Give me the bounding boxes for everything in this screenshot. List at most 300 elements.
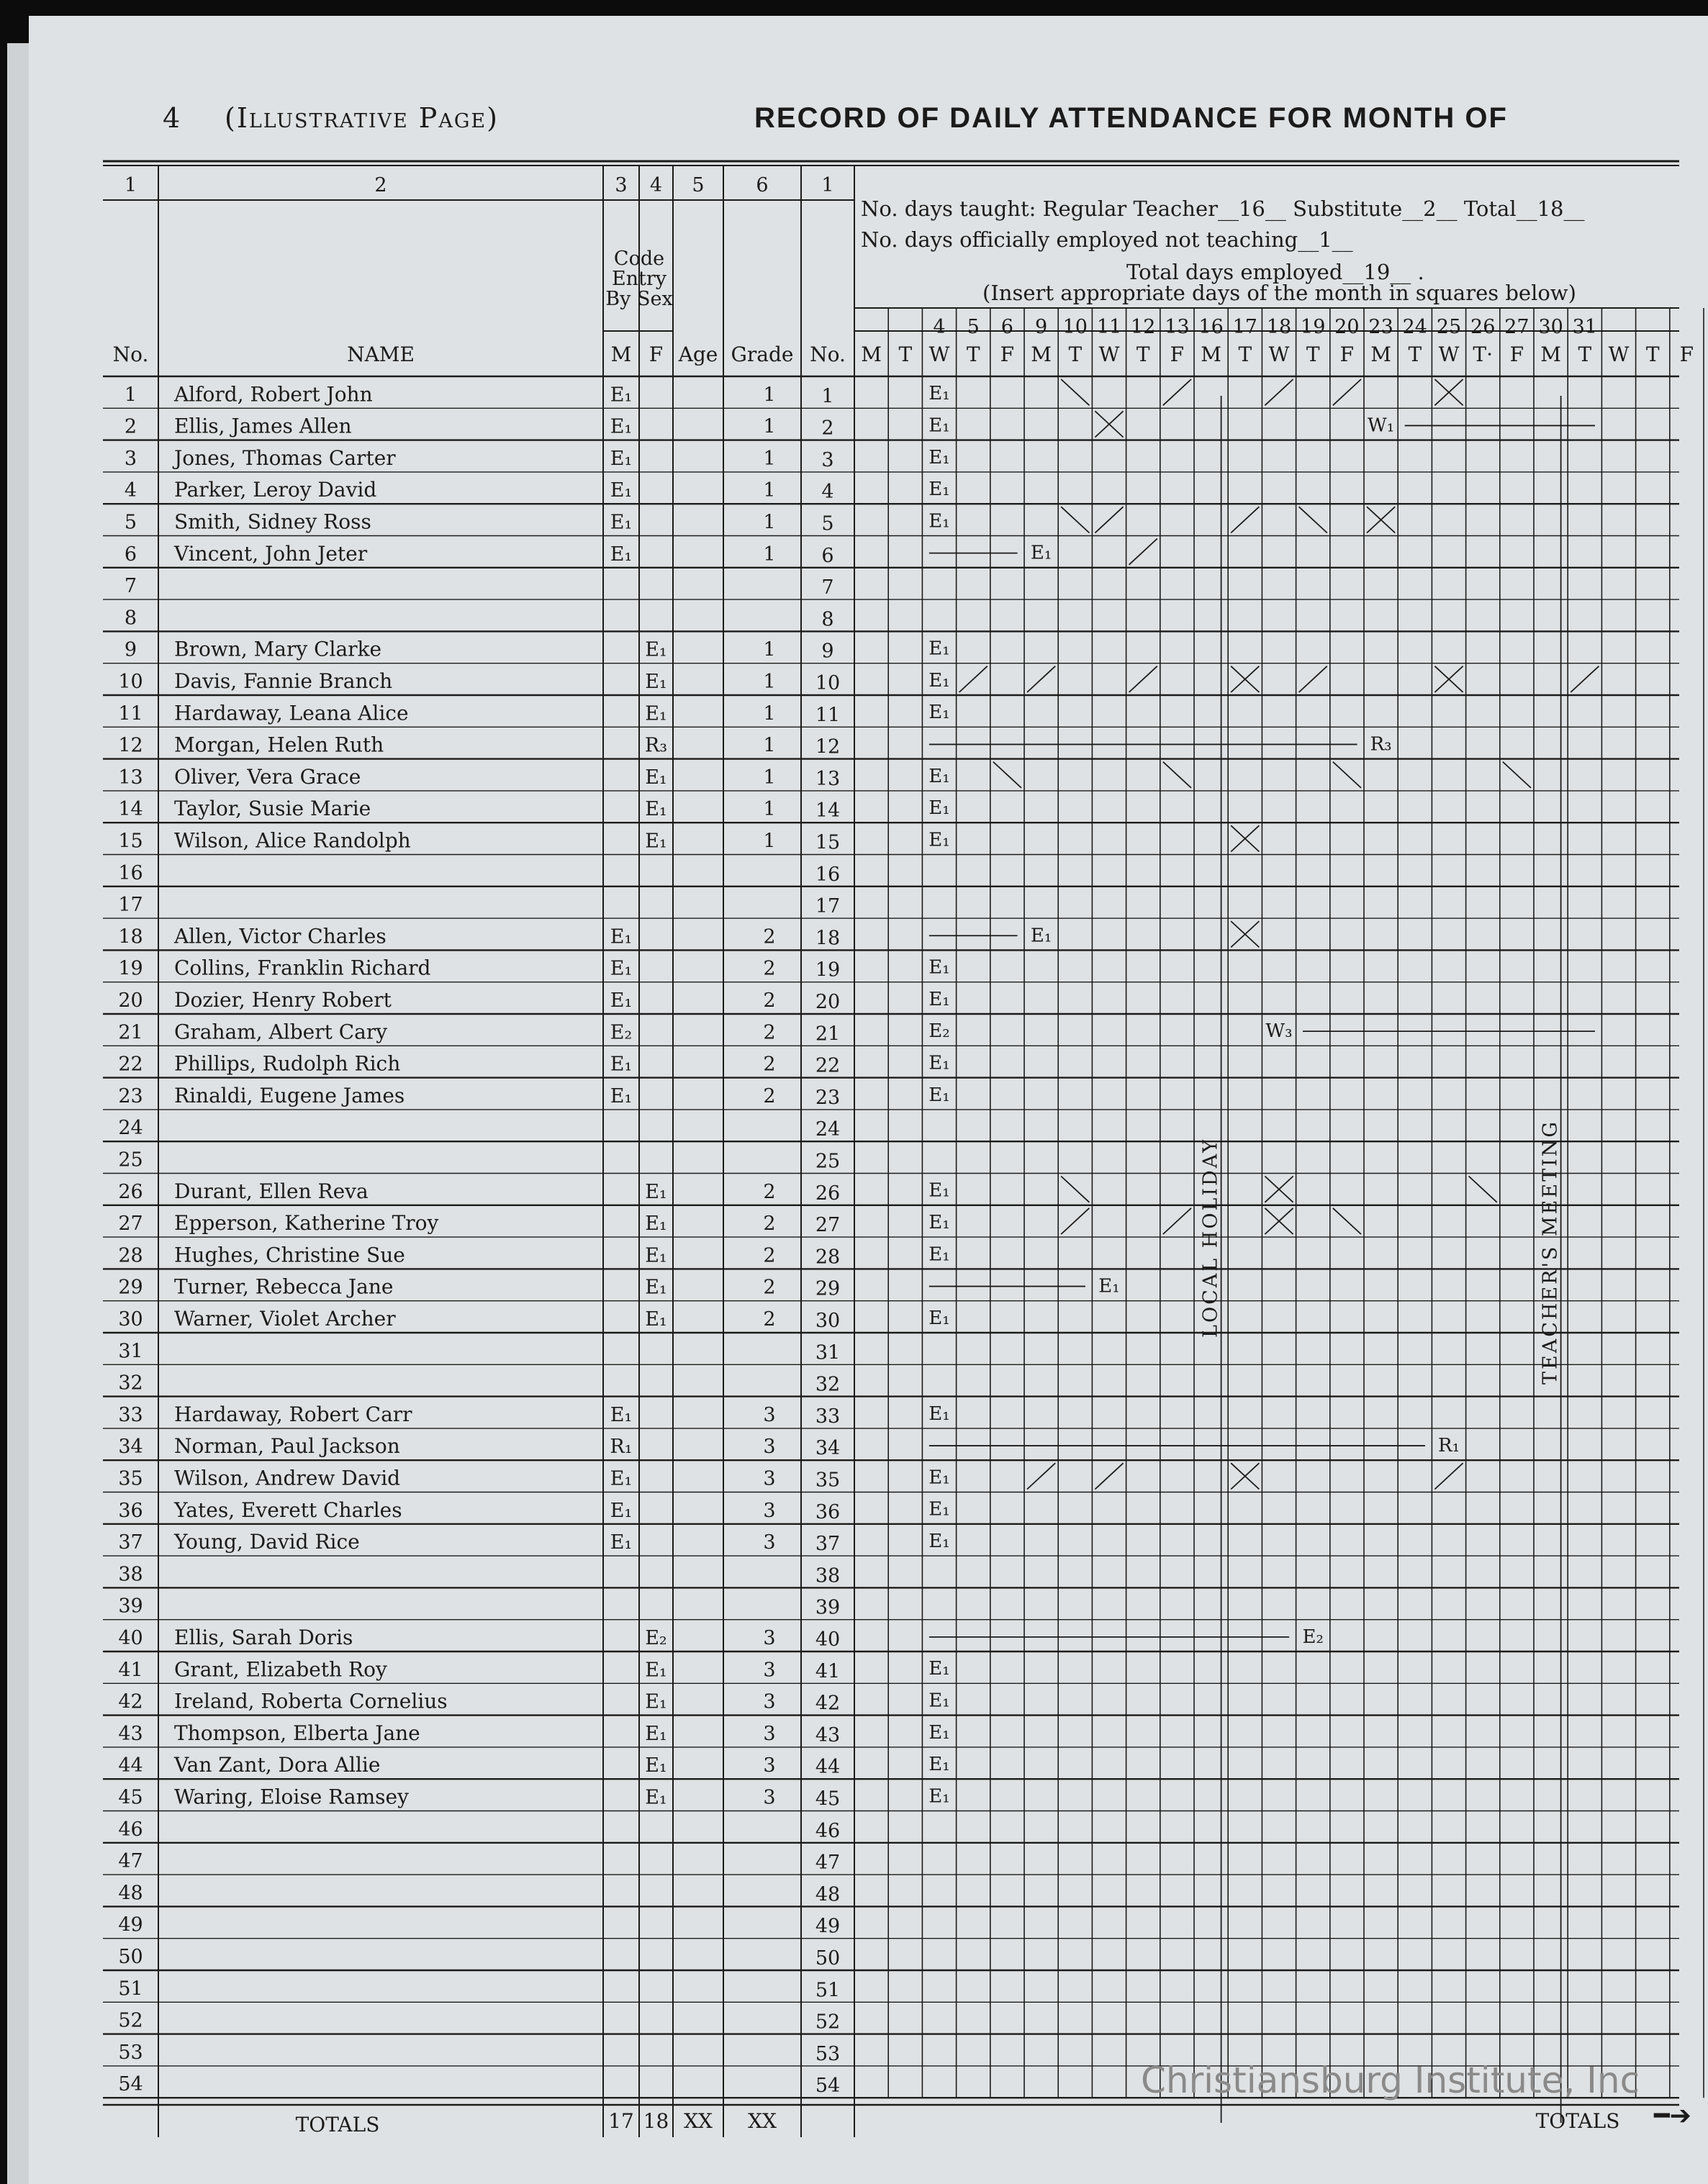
date-label: 31 xyxy=(1572,316,1597,338)
grid-entry: E₁ xyxy=(928,765,950,787)
code-female: E₁ xyxy=(645,766,667,789)
code-female: E₁ xyxy=(645,702,667,725)
grid-entry: E₁ xyxy=(928,829,950,851)
weekday-label: T xyxy=(1578,343,1592,366)
row-number-right: 42 xyxy=(815,1692,841,1715)
row-number-right: 4 xyxy=(821,481,834,504)
student-name: Morgan, Helen Ruth xyxy=(174,733,384,757)
row-number: 32 xyxy=(118,1372,143,1395)
column-label: No. xyxy=(112,343,149,366)
tardy-mark xyxy=(1129,539,1157,565)
grade: 1 xyxy=(763,511,776,534)
row-number: 50 xyxy=(118,1946,143,1968)
student-name: Van Zant, Dora Allie xyxy=(174,1753,381,1777)
grade: 2 xyxy=(763,925,776,948)
row-number-right: 48 xyxy=(815,1883,841,1906)
weekday-label: M xyxy=(1540,343,1561,366)
grade: 1 xyxy=(763,638,776,661)
row-number-right: 52 xyxy=(815,2011,841,2034)
row-number: 27 xyxy=(118,1213,143,1236)
absent-mark xyxy=(1503,762,1531,788)
row-number: 1 xyxy=(124,384,137,407)
row-number: 43 xyxy=(118,1722,143,1745)
row-number: 24 xyxy=(118,1117,143,1140)
row-number: 33 xyxy=(118,1403,143,1426)
student-name: Epperson, Katherine Troy xyxy=(174,1211,439,1236)
grade: 1 xyxy=(763,671,776,693)
grid-entry: E₁ xyxy=(1030,925,1052,947)
grade: 3 xyxy=(763,1531,776,1554)
student-name: Grant, Elizabeth Roy xyxy=(174,1657,387,1682)
date-label: 11 xyxy=(1096,316,1122,338)
row-number: 16 xyxy=(118,861,143,884)
column-number: 5 xyxy=(692,174,705,196)
weekday-label: T xyxy=(1645,343,1660,366)
code-male: E₁ xyxy=(610,957,633,980)
weekday-label: M xyxy=(1370,343,1391,366)
continue-arrow-icon: ━➔ xyxy=(1654,2101,1691,2131)
illustrative-page-label: (Illustrative Page) xyxy=(225,102,499,134)
student-name: Parker, Leroy David xyxy=(174,478,377,502)
row-number-right: 37 xyxy=(815,1533,841,1556)
row-number-right: 31 xyxy=(815,1341,841,1364)
student-name: Norman, Paul Jackson xyxy=(174,1434,400,1459)
row-number-right: 49 xyxy=(815,1915,841,1938)
grid-entry: E₁ xyxy=(928,1243,950,1266)
student-name: Waring, Eloise Ramsey xyxy=(174,1785,409,1809)
student-name: Smith, Sidney Ross xyxy=(174,509,371,534)
row-number-right: 30 xyxy=(815,1310,841,1332)
grid-entry: E₁ xyxy=(928,383,950,405)
grid-entry: E₁ xyxy=(928,638,950,660)
grid-entry: E₁ xyxy=(928,1052,950,1074)
tardy-mark xyxy=(1027,1463,1055,1489)
row-number: 3 xyxy=(124,447,137,470)
grade: 3 xyxy=(763,1627,776,1649)
tardy-mark xyxy=(1027,666,1055,692)
row-number: 35 xyxy=(118,1467,143,1490)
date-label: 13 xyxy=(1165,316,1190,338)
row-number: 30 xyxy=(118,1308,143,1331)
row-number-right: 23 xyxy=(815,1086,841,1109)
column-number: 4 xyxy=(649,174,663,196)
row-number-right: 24 xyxy=(815,1118,841,1141)
row-number: 40 xyxy=(118,1627,143,1649)
tardy-mark xyxy=(1163,379,1191,405)
student-name: Brown, Mary Clarke xyxy=(174,637,382,661)
row-number: 49 xyxy=(118,1913,143,1936)
row-number: 6 xyxy=(124,543,137,566)
row-number: 11 xyxy=(118,702,143,725)
row-number: 37 xyxy=(118,1531,143,1554)
student-name: Graham, Albert Cary xyxy=(174,1020,388,1044)
weekday-label: T xyxy=(1306,343,1320,366)
row-number-right: 40 xyxy=(815,1628,841,1651)
grade: 2 xyxy=(763,1021,776,1044)
grid-entry: E₁ xyxy=(928,510,950,533)
student-name: Hardaway, Leana Alice xyxy=(174,701,409,725)
tardy-mark xyxy=(1061,1208,1089,1234)
row-number-right: 32 xyxy=(815,1373,841,1396)
code-male: E₁ xyxy=(610,1499,633,1522)
student-name: Taylor, Susie Marie xyxy=(174,797,371,821)
row-number-right: 21 xyxy=(815,1023,841,1046)
watermark: Christiansburg Institute, Inc xyxy=(1141,2060,1640,2101)
code-female: E₁ xyxy=(645,1276,667,1299)
row-number-right: 3 xyxy=(821,448,834,471)
tardy-mark xyxy=(1163,1208,1191,1234)
grade: 2 xyxy=(763,1053,776,1076)
column-number: 2 xyxy=(374,174,387,196)
code-female: E₁ xyxy=(645,1180,667,1203)
column-label: F xyxy=(649,343,664,366)
grid-entry: E₁ xyxy=(928,479,950,501)
student-name: Durant, Ellen Reva xyxy=(174,1179,369,1203)
local-holiday-note: LOCAL HOLIDAY xyxy=(1199,1138,1222,1338)
grid-entry: E₁ xyxy=(1098,1275,1120,1297)
student-name: Alford, Robert John xyxy=(174,382,373,407)
grade: 2 xyxy=(763,1213,776,1236)
student-name: Ireland, Roberta Cornelius xyxy=(174,1689,448,1713)
student-name: Dozier, Henry Robert xyxy=(174,988,392,1012)
grade: 1 xyxy=(763,766,776,789)
grid-entry: E₁ xyxy=(928,669,950,692)
tardy-mark xyxy=(1333,379,1361,405)
row-number-right: 46 xyxy=(815,1819,841,1842)
date-label: 25 xyxy=(1436,316,1462,338)
weekday-label: T· xyxy=(1473,343,1493,366)
total-age: XX xyxy=(684,2109,713,2133)
grade: 3 xyxy=(763,1690,776,1713)
row-number-right: 39 xyxy=(815,1596,841,1619)
weekday-label: F xyxy=(1000,343,1015,366)
student-name: Vincent, John Jeter xyxy=(174,541,368,566)
grid-entry: E₁ xyxy=(928,446,950,468)
row-number: 48 xyxy=(118,1882,143,1905)
row-number: 42 xyxy=(118,1690,143,1713)
column-number: 1 xyxy=(821,174,834,196)
column-number: 3 xyxy=(615,174,628,196)
row-number: 20 xyxy=(118,989,143,1012)
tardy-mark xyxy=(1095,1463,1123,1489)
row-number-right: 33 xyxy=(815,1405,841,1428)
column-number: 6 xyxy=(756,174,769,196)
row-number-right: 25 xyxy=(815,1150,841,1173)
row-number: 25 xyxy=(118,1148,143,1172)
grid-entry: E₁ xyxy=(1030,542,1052,564)
date-label: 23 xyxy=(1368,316,1393,338)
grid-entry: E₁ xyxy=(928,1307,950,1329)
date-label: 18 xyxy=(1266,316,1292,338)
weekday-label: W xyxy=(1098,343,1120,366)
absent-mark xyxy=(1469,1177,1497,1202)
row-number: 9 xyxy=(124,638,137,661)
row-number: 12 xyxy=(118,734,143,757)
code-female: E₁ xyxy=(645,1213,667,1236)
date-label: 16 xyxy=(1198,316,1224,338)
code-female: E₁ xyxy=(645,1722,667,1745)
weekday-label: T xyxy=(898,343,913,366)
weekday-label: T xyxy=(1238,343,1252,366)
row-number: 28 xyxy=(118,1244,143,1267)
code-male: E₂ xyxy=(610,1021,633,1044)
row-number-right: 51 xyxy=(815,1979,841,2002)
date-label: 4 xyxy=(933,316,946,338)
row-number-right: 18 xyxy=(815,927,841,950)
row-number: 22 xyxy=(118,1053,143,1076)
grid-entry: E₁ xyxy=(928,702,950,724)
code-male: E₁ xyxy=(610,1084,633,1107)
row-number-right: 36 xyxy=(815,1500,841,1523)
grid-entry: R₃ xyxy=(1370,733,1392,756)
grade: 1 xyxy=(763,543,776,566)
row-number-right: 26 xyxy=(815,1182,841,1205)
grade: 2 xyxy=(763,1308,776,1331)
grade: 2 xyxy=(763,1180,776,1203)
grade: 2 xyxy=(763,989,776,1012)
row-number-right: 17 xyxy=(815,895,841,918)
row-number-right: 2 xyxy=(821,417,834,440)
grid-entry: E₁ xyxy=(928,1754,950,1776)
row-number: 14 xyxy=(118,798,143,821)
student-name: Young, David Rice xyxy=(174,1530,360,1554)
column-label: Age xyxy=(678,343,718,366)
code-male: E₁ xyxy=(610,511,633,534)
code-male: E₁ xyxy=(610,543,633,566)
grid-entry: E₁ xyxy=(928,1179,950,1202)
row-number: 51 xyxy=(118,1977,143,2001)
tardy-mark xyxy=(1299,666,1327,692)
student-name: Collins, Franklin Richard xyxy=(174,956,431,980)
code-female: E₁ xyxy=(645,638,667,661)
grid-entry: E₂ xyxy=(1302,1626,1324,1648)
date-label: 9 xyxy=(1035,316,1048,338)
grade: 1 xyxy=(763,479,776,502)
absent-mark xyxy=(1061,507,1089,533)
tardy-mark xyxy=(1129,666,1157,692)
weekday-label: M xyxy=(1201,343,1221,366)
code-male: E₁ xyxy=(610,384,633,407)
code-female: E₁ xyxy=(645,1308,667,1331)
date-label: 19 xyxy=(1301,316,1326,338)
weekday-label: M xyxy=(861,343,882,366)
weekday-label: F xyxy=(1339,343,1355,366)
code-female: E₁ xyxy=(645,1659,667,1682)
row-number-right: 20 xyxy=(815,991,841,1013)
row-number: 18 xyxy=(118,925,143,948)
grade: 3 xyxy=(763,1467,776,1490)
code-female: E₁ xyxy=(645,798,667,821)
row-number: 36 xyxy=(118,1499,143,1522)
weekday-label: F xyxy=(1679,343,1694,366)
row-number-right: 1 xyxy=(821,385,834,408)
row-number-right: 53 xyxy=(815,2042,841,2065)
grade: 3 xyxy=(763,1786,776,1809)
employed-not-teaching: No. days officially employed not teaching__1__ xyxy=(861,227,1353,252)
code-male: E₁ xyxy=(610,479,633,502)
row-number: 2 xyxy=(124,415,137,438)
page-number: 4 xyxy=(163,102,181,134)
insert-days-note: (Insert appropriate days of the month in squares below) xyxy=(982,281,1576,305)
student-name: Warner, Violet Archer xyxy=(174,1307,396,1331)
totals-label-right: TOTALS xyxy=(1535,2109,1620,2133)
absent-mark xyxy=(1299,507,1327,533)
grid-entry: E₁ xyxy=(928,988,950,1010)
grid-entry: E₁ xyxy=(928,1403,950,1425)
row-number: 5 xyxy=(124,511,137,534)
weekday-label: M xyxy=(1031,343,1052,366)
grid-entry: E₁ xyxy=(928,1211,950,1233)
row-number-right: 41 xyxy=(815,1660,841,1683)
weekday-label: F xyxy=(1170,343,1185,366)
row-number-right: 50 xyxy=(815,1947,841,1970)
grid-entry: E₁ xyxy=(928,414,950,437)
code-female: E₁ xyxy=(645,1244,667,1267)
days-taught-summary: No. days taught: Regular Teacher__16__ Substitute__2__ Total__18__ xyxy=(861,196,1585,221)
row-number-right: 43 xyxy=(815,1723,841,1746)
row-number: 53 xyxy=(118,2041,143,2064)
date-label: 26 xyxy=(1470,316,1496,338)
total-female: 18 xyxy=(643,2109,669,2133)
row-number-right: 45 xyxy=(815,1787,841,1811)
code-female: E₁ xyxy=(645,830,667,853)
row-number-right: 44 xyxy=(815,1756,841,1779)
code-entry-label: By Sex xyxy=(605,288,673,310)
row-number-right: 28 xyxy=(815,1246,841,1269)
absent-mark xyxy=(1333,762,1361,788)
code-entry-label: Code xyxy=(613,248,665,270)
row-number-right: 8 xyxy=(821,608,834,631)
row-number: 29 xyxy=(118,1276,143,1299)
row-number-right: 9 xyxy=(821,640,834,663)
row-number-right: 5 xyxy=(821,512,834,535)
row-number-right: 7 xyxy=(821,576,834,599)
student-name: Hardaway, Robert Carr xyxy=(174,1402,412,1426)
row-number-right: 19 xyxy=(815,959,841,982)
student-name: Wilson, Andrew David xyxy=(174,1466,401,1490)
grid-entry: E₁ xyxy=(928,956,950,979)
code-female: E₂ xyxy=(645,1627,667,1649)
code-male: E₁ xyxy=(610,989,633,1012)
grade: 1 xyxy=(763,734,776,757)
grid-entry: E₁ xyxy=(928,1658,950,1680)
row-number: 10 xyxy=(118,671,143,693)
grid-entry: E₁ xyxy=(928,1690,950,1712)
student-name: Phillips, Rudolph Rich xyxy=(174,1051,401,1076)
row-number: 17 xyxy=(118,894,143,917)
row-number-right: 27 xyxy=(815,1214,841,1237)
grade: 2 xyxy=(763,1276,776,1299)
grade: 2 xyxy=(763,957,776,980)
row-number: 45 xyxy=(118,1786,143,1809)
grade: 3 xyxy=(763,1403,776,1426)
totals-label: TOTALS xyxy=(295,2113,380,2137)
date-label: 10 xyxy=(1062,316,1088,338)
student-name: Ellis, Sarah Doris xyxy=(174,1626,353,1649)
weekday-label: W xyxy=(1268,343,1290,366)
column-number: 1 xyxy=(124,174,137,196)
grade: 3 xyxy=(763,1722,776,1745)
row-number: 4 xyxy=(124,479,137,502)
weekday-label: T xyxy=(1068,343,1083,366)
code-female: E₁ xyxy=(645,1690,667,1713)
grid-entry: E₁ xyxy=(928,1785,950,1808)
grade: 3 xyxy=(763,1499,776,1522)
grid-entry: E₁ xyxy=(928,797,950,820)
grid-entry: R₁ xyxy=(1438,1435,1460,1457)
row-number: 13 xyxy=(118,766,143,789)
row-number: 39 xyxy=(118,1595,143,1618)
row-number: 15 xyxy=(118,830,143,853)
student-name: Allen, Victor Charles xyxy=(174,924,387,948)
student-name: Turner, Rebecca Jane xyxy=(174,1274,394,1299)
row-number-right: 6 xyxy=(821,544,834,567)
grade: 2 xyxy=(763,1084,776,1107)
column-label: No. xyxy=(810,343,846,366)
grid-entry: E₁ xyxy=(928,1530,950,1552)
code-male: E₁ xyxy=(610,1403,633,1426)
row-number: 7 xyxy=(124,575,137,598)
grade: 1 xyxy=(763,384,776,407)
grid-entry: W₁ xyxy=(1368,414,1395,437)
grade: 1 xyxy=(763,830,776,853)
date-label: 30 xyxy=(1538,316,1563,338)
row-number-right: 13 xyxy=(815,767,841,790)
grade: 1 xyxy=(763,798,776,821)
date-label: 20 xyxy=(1334,316,1360,338)
row-number: 21 xyxy=(118,1021,143,1044)
tardy-mark xyxy=(1571,666,1599,692)
weekday-label: W xyxy=(1438,343,1460,366)
absent-mark xyxy=(1163,762,1191,788)
student-name: Jones, Thomas Carter xyxy=(174,445,396,470)
column-label: NAME xyxy=(347,343,415,366)
row-number: 8 xyxy=(124,607,137,630)
total-grade: XX xyxy=(748,2109,777,2133)
code-male: E₁ xyxy=(610,925,633,948)
date-label: 12 xyxy=(1131,316,1156,338)
code-male: E₁ xyxy=(610,415,633,438)
grid-entry: E₁ xyxy=(928,1084,950,1106)
row-number-right: 11 xyxy=(815,704,841,727)
absent-mark xyxy=(993,762,1021,788)
row-number: 46 xyxy=(118,1818,143,1841)
code-male: E₁ xyxy=(610,1467,633,1490)
student-name: Davis, Fannie Branch xyxy=(174,669,393,693)
column-label: M xyxy=(610,343,632,366)
student-name: Oliver, Vera Grace xyxy=(174,764,361,789)
page-title: RECORD OF DAILY ATTENDANCE FOR MONTH OF xyxy=(754,102,1508,134)
row-number-right: 47 xyxy=(815,1852,841,1875)
tardy-mark xyxy=(1095,507,1123,533)
code-male: E₁ xyxy=(610,1053,633,1076)
row-number: 47 xyxy=(118,1850,143,1873)
date-label: 27 xyxy=(1504,316,1529,338)
row-number: 23 xyxy=(118,1084,143,1107)
row-number: 41 xyxy=(118,1659,143,1682)
row-number: 54 xyxy=(118,2073,143,2096)
weekday-label: T xyxy=(1408,343,1422,366)
row-number-right: 35 xyxy=(815,1469,841,1492)
grade: 3 xyxy=(763,1754,776,1777)
absent-mark xyxy=(1061,1177,1089,1202)
teachers-meeting-note: TEACHER'S MEETING xyxy=(1539,1120,1562,1385)
grid-entry: W₃ xyxy=(1265,1020,1293,1043)
weekday-label: T xyxy=(966,343,980,366)
column-label: Grade xyxy=(731,343,794,366)
tardy-mark xyxy=(1434,1463,1463,1489)
student-name: Hughes, Christine Sue xyxy=(174,1243,405,1267)
